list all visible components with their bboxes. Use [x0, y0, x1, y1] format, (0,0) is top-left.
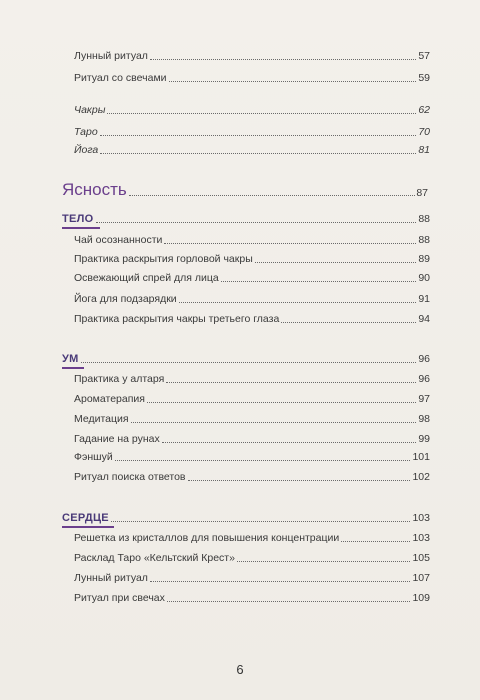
- leader-dots: [100, 153, 416, 154]
- toc-entry-page: 81: [418, 144, 430, 156]
- chapter-title: Ясность: [62, 180, 127, 199]
- leader-dots: [221, 281, 417, 282]
- leader-dots: [237, 561, 411, 562]
- section-heading-mind[interactable]: [62, 353, 430, 365]
- toc-entry[interactable]: [74, 373, 430, 385]
- leader-dots: [111, 521, 411, 522]
- toc-entry-page: 88: [418, 234, 430, 246]
- leader-dots: [147, 402, 416, 403]
- leader-dots: [169, 81, 417, 82]
- section-underline: [62, 526, 114, 528]
- leader-dots: [150, 59, 416, 60]
- leader-dots: [96, 222, 417, 223]
- section-title: СЕРДЦЕ: [62, 512, 109, 524]
- toc-entry-label: Решетка из кристаллов для повышения концентрации: [74, 532, 340, 544]
- toc-entry-label: Лунный ритуал: [74, 572, 148, 584]
- leader-dots: [166, 382, 416, 383]
- toc-entry[interactable]: [74, 451, 430, 463]
- leader-dots: [150, 581, 411, 582]
- toc-entry-page: 90: [418, 272, 430, 284]
- toc-entry-label: Практика у алтаря: [74, 373, 165, 385]
- toc-entry-label: Таро: [74, 126, 98, 138]
- toc-entry[interactable]: [74, 293, 430, 305]
- toc-entry[interactable]: [74, 144, 430, 156]
- section-underline: [62, 367, 84, 369]
- toc-entry[interactable]: [74, 253, 430, 265]
- toc-entry-page: 59: [418, 72, 430, 84]
- toc-entry-page: 98: [418, 413, 430, 425]
- section-page: 96: [418, 353, 430, 365]
- toc-entry[interactable]: [74, 313, 430, 325]
- leader-dots: [131, 422, 417, 423]
- leader-dots: [164, 243, 416, 244]
- toc-entry-label: Фэншуй: [74, 451, 113, 463]
- leader-dots: [81, 362, 417, 363]
- toc-entry-label: Медитация: [74, 413, 129, 425]
- section-heading-body[interactable]: [62, 213, 430, 225]
- toc-entry-label: Ритуал при свечах: [74, 592, 165, 604]
- toc-entry-label: Йога: [74, 144, 99, 156]
- toc-entry[interactable]: [74, 572, 430, 584]
- toc-entry[interactable]: [74, 234, 430, 246]
- toc-entry-page: 70: [418, 126, 430, 138]
- toc-entry-label: Ароматерапия: [74, 393, 145, 405]
- chapter-heading[interactable]: [62, 180, 428, 200]
- leader-dots: [129, 195, 416, 196]
- toc-entry-label: Ритуал со свечами: [74, 72, 167, 84]
- toc-entry-label: Практика раскрытия горловой чакры: [74, 253, 253, 265]
- toc-entry-page: 109: [412, 592, 430, 604]
- toc-entry[interactable]: [74, 50, 430, 62]
- toc-entry-page: 107: [412, 572, 430, 584]
- toc-entry[interactable]: [74, 272, 430, 284]
- leader-dots: [107, 113, 416, 114]
- toc-entry-page: 97: [418, 393, 430, 405]
- toc-entry-page: 96: [418, 373, 430, 385]
- leader-dots: [100, 135, 417, 136]
- leader-dots: [281, 322, 416, 323]
- page-number: 6: [236, 662, 244, 677]
- toc-entry[interactable]: [74, 433, 430, 445]
- leader-dots: [167, 601, 411, 602]
- toc-entry-label: Чакры: [74, 104, 106, 116]
- section-heading-heart[interactable]: [62, 512, 430, 524]
- toc-entry-page: 99: [418, 433, 430, 445]
- toc-entry-page: 62: [418, 104, 430, 116]
- toc-entry-page: 57: [418, 50, 430, 62]
- toc-entry[interactable]: [74, 126, 430, 138]
- toc-entry-page: 102: [412, 471, 430, 483]
- toc-entry-label: Практика раскрытия чакры третьего глаза: [74, 313, 280, 325]
- leader-dots: [188, 480, 411, 481]
- toc-entry[interactable]: [74, 104, 430, 116]
- toc-entry[interactable]: [74, 393, 430, 405]
- section-title: ТЕЛО: [62, 213, 94, 225]
- leader-dots: [255, 262, 417, 263]
- toc-entry-page: 103: [412, 532, 430, 544]
- toc-entry-page: 89: [418, 253, 430, 265]
- toc-entry-label: Чай осознанности: [74, 234, 163, 246]
- toc-entry-label: Освежающий спрей для лица: [74, 272, 219, 284]
- leader-dots: [341, 541, 410, 542]
- toc-entry-label: Ритуал поиска ответов: [74, 471, 186, 483]
- toc-entry[interactable]: [74, 592, 430, 604]
- toc-entry[interactable]: [74, 413, 430, 425]
- toc-entry-page: 94: [418, 313, 430, 325]
- toc-entry[interactable]: [74, 471, 430, 483]
- toc-entry-page: 101: [412, 451, 430, 463]
- leader-dots: [179, 302, 417, 303]
- chapter-page: 87: [416, 187, 428, 199]
- toc-entry[interactable]: [74, 552, 430, 564]
- toc-entry-label: Гадание на рунах: [74, 433, 160, 445]
- section-page: 88: [418, 213, 430, 225]
- toc-entry-page: 91: [418, 293, 430, 305]
- leader-dots: [162, 442, 417, 443]
- section-title: УМ: [62, 353, 79, 365]
- leader-dots: [115, 460, 411, 461]
- toc-entry[interactable]: [74, 72, 430, 84]
- toc-entry-page: 105: [412, 552, 430, 564]
- toc-entry-label: Лунный ритуал: [74, 50, 148, 62]
- toc-entry-label: Расклад Таро «Кельтский Крест»: [74, 552, 235, 564]
- section-underline: [62, 227, 100, 229]
- section-page: 103: [412, 512, 430, 524]
- toc-entry[interactable]: [74, 532, 430, 544]
- toc-entry-label: Йога для подзарядки: [74, 293, 177, 305]
